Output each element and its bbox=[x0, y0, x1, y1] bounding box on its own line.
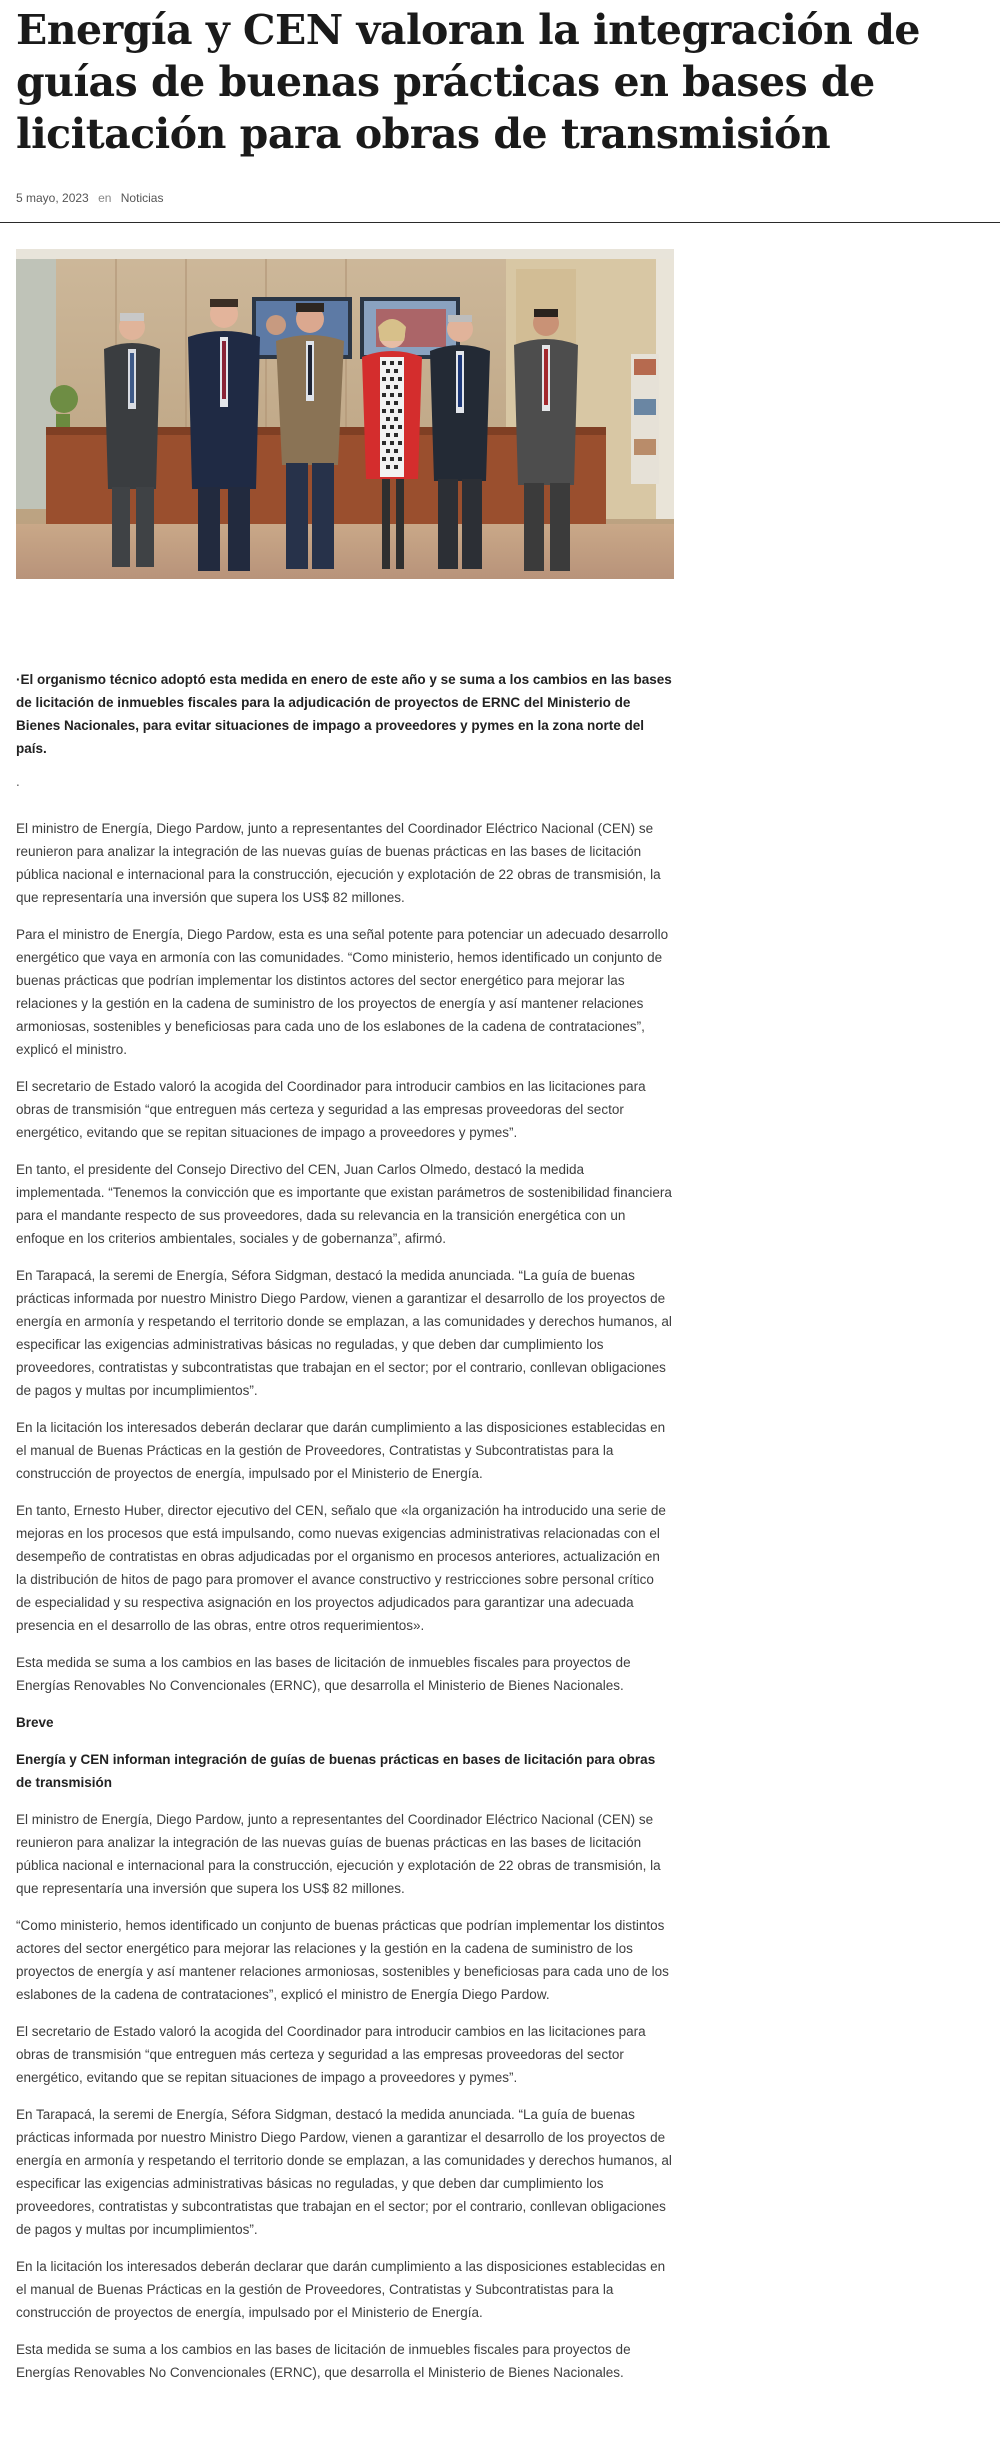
paragraph: Para el ministro de Energía, Diego Pardow, esta es una señal potente para potenciar un adecuado desarrollo energético que vaya en armonía con las comunidades. “Como ministerio, hemos identificado un conjunto de buenas prácticas que podrían implementar los distintos actores del sector energético para mejorar las relaciones y la gestión en la cadena de suministro de los proyectos de energía y así mantener relaciones armoniosas, sostenibles y beneficiosas para cada uno de los eslabones de la cadena de contrataciones”, explicó el ministro. bbox=[16, 927, 669, 1057]
paragraph: En tanto, el presidente del Consejo Directivo del CEN, Juan Carlos Olmedo, destacó la medida implementada. “Tenemos la convicción que es importante que existan parámetros de sostenibilidad financiera para el mandante respecto de sus proveedores, dada su relevancia en la transición energética con un enfoque en los criterios ambientales, sociales y de gobernanza”, afirmó. bbox=[16, 1162, 672, 1246]
breve-paragraph: Esta medida se suma a los cambios en las bases de licitación de inmuebles fiscales para proyectos de Energías Renovables No Convencionales (ERNC), que desarrolla el Ministerio de Bienes Nacionales. bbox=[16, 2342, 631, 2380]
category-link[interactable]: Noticias bbox=[120, 191, 164, 205]
breve-paragraph: “Como ministerio, hemos identificado un conjunto de buenas prácticas que podrían implementar los distintos actores del sector energético para mejorar las relaciones y la gestión en la cadena de suministro de los proyectos de energía y así mantener relaciones armoniosas, sostenibles y beneficiosas para cada uno de los eslabones de la cadena de contrataciones”, explicó el ministro de Energía Diego Pardow. bbox=[16, 1918, 669, 2002]
post-date: 5 mayo, 2023 bbox=[16, 191, 89, 205]
header-divider bbox=[0, 222, 1000, 223]
article-body bbox=[16, 668, 672, 2398]
post-meta bbox=[16, 191, 163, 205]
paragraph: En Tarapacá, la seremi de Energía, Séfora Sidgman, destacó la medida anunciada. “La guía de buenas prácticas informada por nuestro Ministro Diego Pardow, vienen a garantizar el desarrollo de los proyectos de energía en armonía y respetando el territorio donde se emplazan, a las comunidades y derechos humanos, al especificar las exigencias administrativas básicas no reguladas, y que deben dar cumplimiento los proveedores, contratistas y subcontratistas que trabajan en el sector; por el contrario, conllevan obligaciones de pagos y multas por incumplimientos”. bbox=[16, 1268, 672, 1398]
paragraph: El ministro de Energía, Diego Pardow, junto a representantes del Coordinador Eléctrico Nacional (CEN) se reunieron para analizar la integración de las nuevas guías de buenas prácticas en las bases de licitación pública nacional e internacional para la construcción, ejecución y explotación de 22 obras de transmisión, la que representaría una inversión que supera los US$ 82 millones. bbox=[16, 821, 661, 905]
breve-title: Energía y CEN informan integración de guías de buenas prácticas en bases de licitación para obras de transmisión bbox=[16, 1752, 656, 1790]
breve-paragraph: El ministro de Energía, Diego Pardow, junto a representantes del Coordinador Eléctrico Nacional (CEN) se reunieron para analizar la integración de las nuevas guías de buenas prácticas en las bases de licitación pública nacional e internacional para la construcción, ejecución y explotación de 22 obras de transmisión, la que representaría una inversión que supera los US$ 82 millones. bbox=[16, 1812, 661, 1896]
breve-paragraph: En Tarapacá, la seremi de Energía, Séfora Sidgman, destacó la medida anunciada. “La guía de buenas prácticas informada por nuestro Ministro Diego Pardow, vienen a garantizar el desarrollo de los proyectos de energía en armonía y respetando el territorio donde se emplazan, a las comunidades y derechos humanos, al especificar las exigencias administrativas básicas no reguladas, y que deben dar cumplimiento los proveedores, contratistas y subcontratistas que trabajan en el sector; por el contrario, conllevan obligaciones de pagos y multas por incumplimientos”. bbox=[16, 2107, 672, 2237]
paragraph: En la licitación los interesados deberán declarar que darán cumplimiento a las disposiciones establecidas en el manual de Buenas Prácticas en la gestión de Proveedores, Contratistas y Subcontratistas para la construcción de proyectos de energía, impulsado por el Ministerio de Energía. bbox=[16, 1420, 666, 1481]
article-lead: ·El organismo técnico adoptó esta medida en enero de este año y se suma a los cambios en las bases de licitación de inmuebles fiscales para la adjudicación de proyectos de ERNC del Ministerio de Bienes Nacionales, para evitar situaciones de impago a proveedores y pymes en la zona norte del país. bbox=[16, 672, 672, 756]
paragraph: En tanto, Ernesto Huber, director ejecutivo del CEN, señalo que «la organización ha introducido una serie de mejoras en los procesos que está impulsando, como nuevas exigencias administrativas relacionadas con el desempeño de contratistas en obras adjudicadas por el organismo en procesos anteriores, actualización en la distribución de hitos de pago para promover el avance constructivo y restricciones sobre personal crítico de especialidad y su respectiva asignación en los proyectos adjudicados para garantizar una adecuada presencia en el desarrollo de las obras, entre otros requerimientos». bbox=[16, 1503, 666, 1633]
paragraph: Esta medida se suma a los cambios en las bases de licitación de inmuebles fiscales para proyectos de Energías Renovables No Convencionales (ERNC), que desarrolla el Ministerio de Bienes Nacionales. bbox=[16, 1655, 631, 1693]
separator-dot: . bbox=[16, 774, 20, 789]
breve-paragraph: El secretario de Estado valoró la acogida del Coordinador para introducir cambios en las licitaciones para obras de transmisión “que entreguen más certeza y seguridad a las empresas proveedoras del sector energético, evitando que se repitan situaciones de impago a proveedores y pymes”. bbox=[16, 2024, 646, 2085]
breve-label: Breve bbox=[16, 1715, 54, 1730]
featured-image bbox=[16, 249, 674, 579]
article-title: Energía y CEN valoran la integración de guías de buenas prácticas en bases de licitación para obras de transmisión bbox=[16, 6, 921, 158]
breve-paragraph: En la licitación los interesados deberán declarar que darán cumplimiento a las disposiciones establecidas en el manual de Buenas Prácticas en la gestión de Proveedores, Contratistas y Subcontratistas para la construcción de proyectos de energía, impulsado por el Ministerio de Energía. bbox=[16, 2259, 666, 2320]
paragraph: El secretario de Estado valoró la acogida del Coordinador para introducir cambios en las licitaciones para obras de transmisión “que entreguen más certeza y seguridad a las empresas proveedoras del sector energético, evitando que se repitan situaciones de impago a proveedores y pymes”. bbox=[16, 1079, 646, 1140]
meta-in-label: en bbox=[98, 191, 112, 205]
